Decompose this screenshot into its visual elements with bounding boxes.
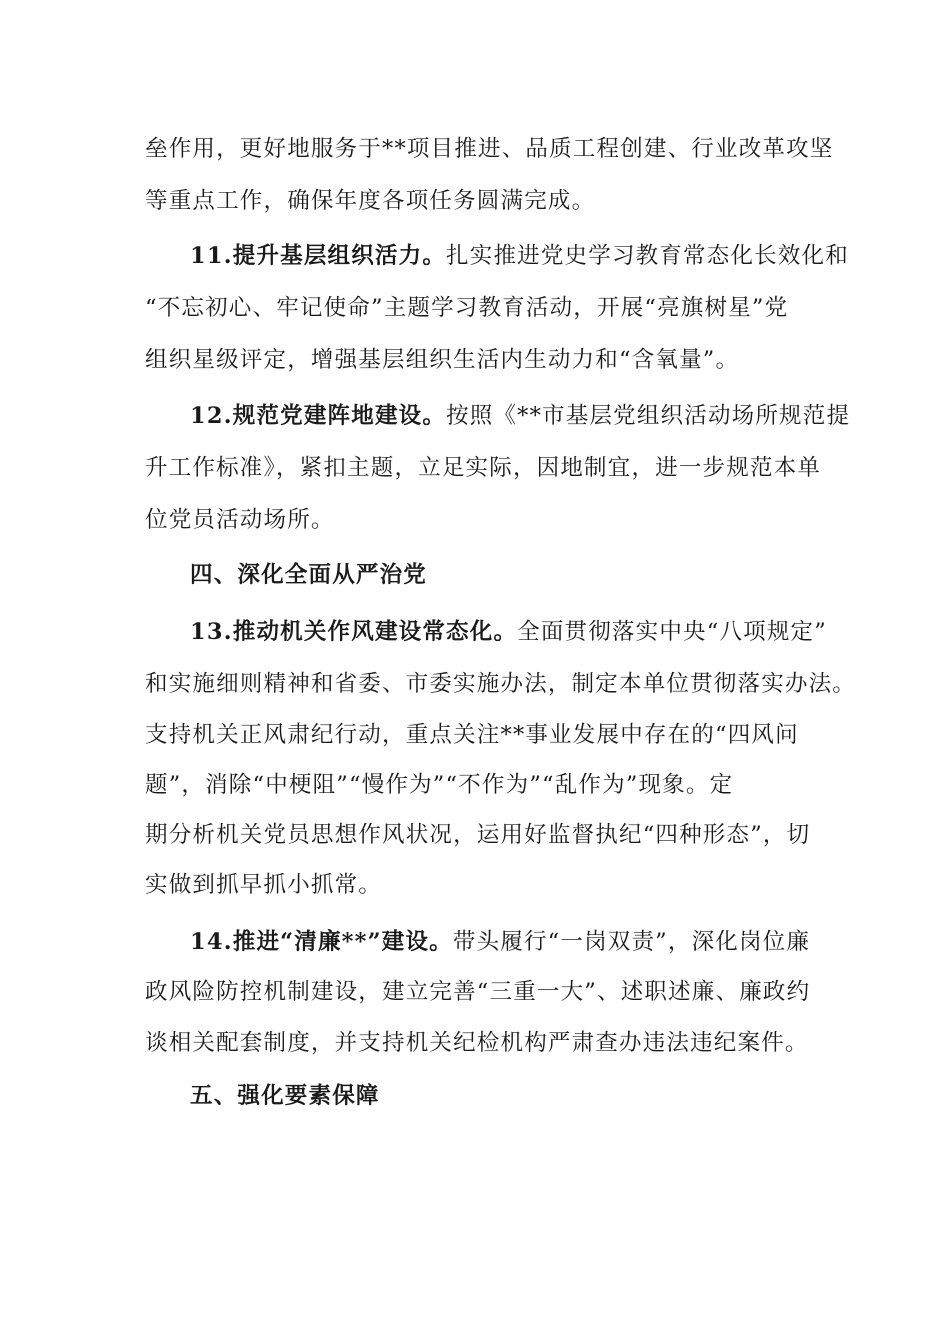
body-line <box>145 770 815 800</box>
line-text: 题”，消除“中梗阻”“慢作为”“不作为”“乱作为”现象。定 <box>145 772 734 798</box>
line-text: 扎实推进党史学习教育常态化长效化和 <box>446 243 849 269</box>
line-text: 位党员活动场所。 <box>145 507 335 533</box>
item-heading: 13.推动机关作风建设常态化。 <box>190 619 518 645</box>
body-line <box>145 1028 815 1058</box>
body-line <box>145 870 815 900</box>
body-line <box>145 669 857 699</box>
line-text: “不忘初心、牢记使命”主题学习教育活动，开展“亮旗树星”党 <box>145 295 789 321</box>
line-text: 等重点工作，确保年度各项任务圆满完成。 <box>145 188 596 214</box>
line-text: 支持机关正风肃纪行动，重点关注**事业发展中存在的“四风问 <box>145 722 799 748</box>
paragraph-11 <box>190 241 860 271</box>
paragraph-13 <box>190 617 860 647</box>
line-text: 升工作标准》，紧扣主题，立足实际，因地制宜，进一步规范本单 <box>145 455 822 481</box>
line-text: 带头履行“一岗双责”，深化岗位廉 <box>452 929 811 955</box>
line-text: 按照《**市基层党组织活动场所规范提 <box>446 403 851 429</box>
line-text: 期分析机关党员思想作风状况，运用好监督执纪“四种形态”，切 <box>145 822 811 848</box>
body-line <box>145 134 834 164</box>
paragraph-12 <box>190 401 860 431</box>
body-line <box>145 505 815 535</box>
body-line <box>145 977 815 1007</box>
body-line <box>145 186 815 216</box>
line-text: 和实施细则精神和省委、市委实施办法，制定本单位贯彻落实办法。 <box>145 671 857 697</box>
section-heading-4 <box>190 560 860 590</box>
body-line <box>145 720 815 750</box>
line-text: 政风险防控机制建设，建立完善“三重一大”、述职述廉、廉政约 <box>145 979 811 1005</box>
line-text: 全面贯彻落实中央“八项规定” <box>517 619 827 645</box>
section-title: 五、强化要素保障 <box>190 1083 380 1109</box>
line-text: 垒作用，更好地服务于**项目推进、品质工程创建、行业改革攻坚 <box>145 136 834 162</box>
body-line <box>145 345 815 375</box>
section-heading-5 <box>190 1081 860 1111</box>
line-text: 组织星级评定，增强基层组织生活内生动力和“含氧量”。 <box>145 347 740 373</box>
body-line <box>145 453 822 483</box>
item-heading: 12.规范党建阵地建设。 <box>190 403 447 429</box>
body-line <box>145 293 815 323</box>
item-heading: 11.提升基层组织活力。 <box>190 243 447 269</box>
line-text: 谈相关配套制度，并支持机关纪检机构严肃查办违法违纪案件。 <box>145 1030 809 1056</box>
section-title: 四、深化全面从严治党 <box>190 562 428 588</box>
paragraph-14 <box>190 927 860 957</box>
item-heading: 14.推进“清廉**”建设。 <box>190 929 453 955</box>
body-line <box>145 820 815 850</box>
line-text: 实做到抓早抓小抓常。 <box>145 872 383 898</box>
